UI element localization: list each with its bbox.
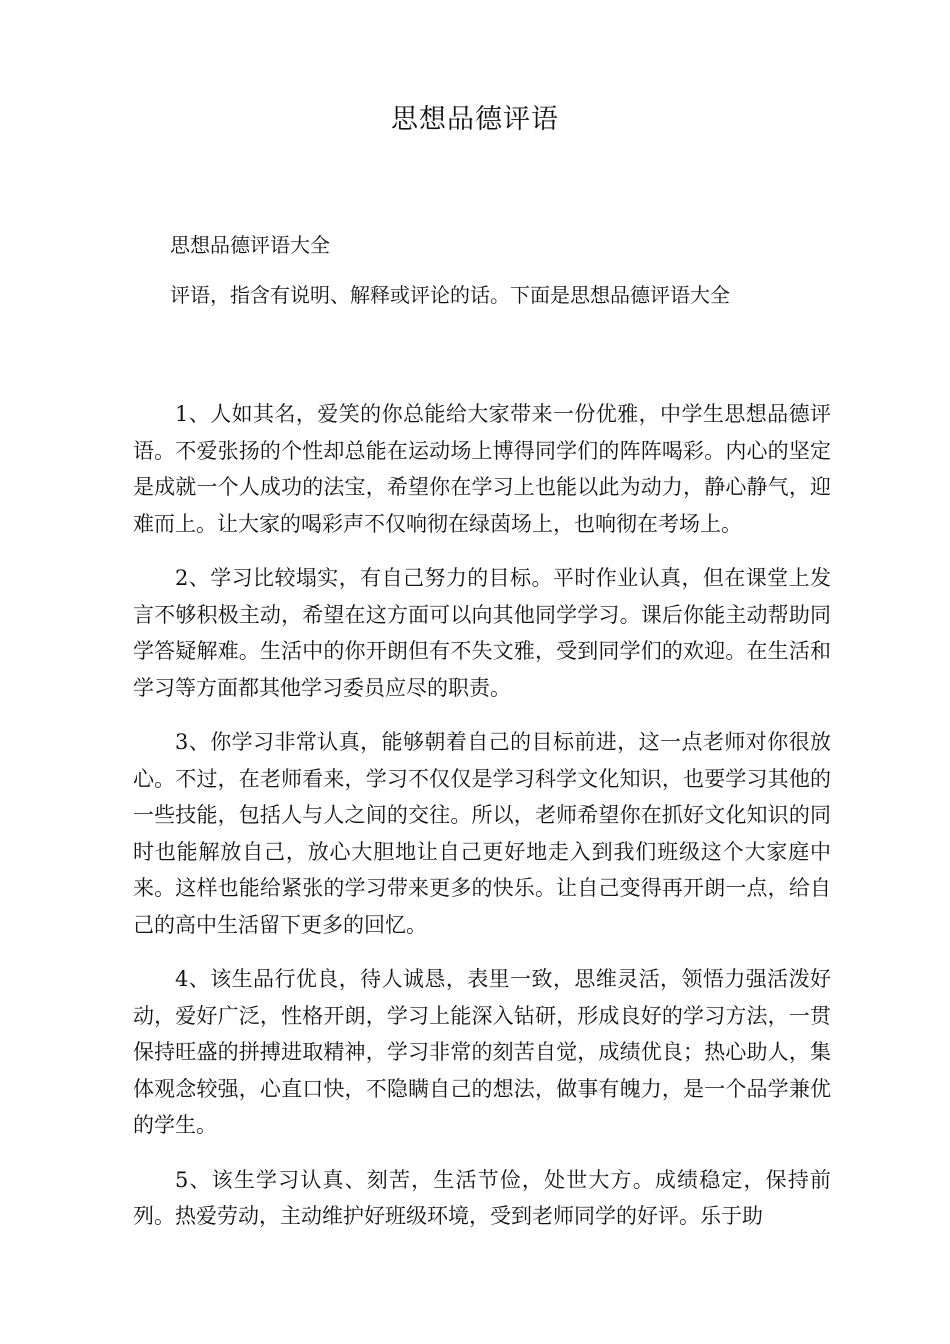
comment-paragraph-1: 1、人如其名，爱笑的你总能给大家带来一份优雅，中学生思想品德评语。不爱张扬的个性却总能在运动场上博得同学们的阵阵喝彩。内心的坚定是成就一个人成功的法宝，希望你在学习上也能以此为动力，静心静气，迎难而上。让大家的喝彩声不仅响彻在绿茵场上，也响彻在考场上。 [133,402,831,536]
comments-body [133,396,831,1253]
comment-paragraph-5: 5、该生学习认真、刻苦，生活节俭，处世大方。成绩稳定，保持前列。热爱劳动，主动维护好班级环境，受到老师同学的好评。乐于助 [133,1167,831,1228]
comment-paragraph-4: 4、该生品行优良，待人诚恳，表里一致，思维灵活，领悟力强活泼好动，爱好广泛，性格开朗，学习上能深入钻研，形成良好的学习方法，一贯保持旺盛的拼搏进取精神，学习非常的刻苦自觉，成绩优良；热心助人，集体观念较强，心直口快，不隐瞒自己的想法，做事有魄力，是一个品学兼优的学生。 [133,967,831,1137]
comment-paragraph-3: 3、你学习非常认真，能够朝着自己的目标前进，这一点老师对你很放心。不过，在老师看来，学习不仅仅是学习科学文化知识，也要学习其他的一些技能，包括人与人之间的交往。所以，老师希望你在抓好文化知识的同时也能解放自己，放心大胆地让自己更好地走入到我们班级这个大家庭中来。这样也能给紧张的学习带来更多的快乐。让自己变得再开朗一点，给自己的高中生活留下更多的回忆。 [133,730,831,937]
document-subtitle: 思想品德评语大全 [170,233,330,257]
comment-paragraph-2: 2、学习比较塌实，有自己努力的目标。平时作业认真，但在课堂上发言不够积极主动，希望在这方面可以向其他同学学习。课后你能主动帮助同学答疑解难。生活中的你开朗但有不失文雅，受到同学们的欢迎。在生活和学习等方面都其他学习委员应尽的职责。 [133,566,831,700]
intro-text: 评语，指含有说明、解释或评论的话。下面是思想品德评语大全 [170,283,730,307]
document-title: 思想品德评语 [391,104,559,135]
